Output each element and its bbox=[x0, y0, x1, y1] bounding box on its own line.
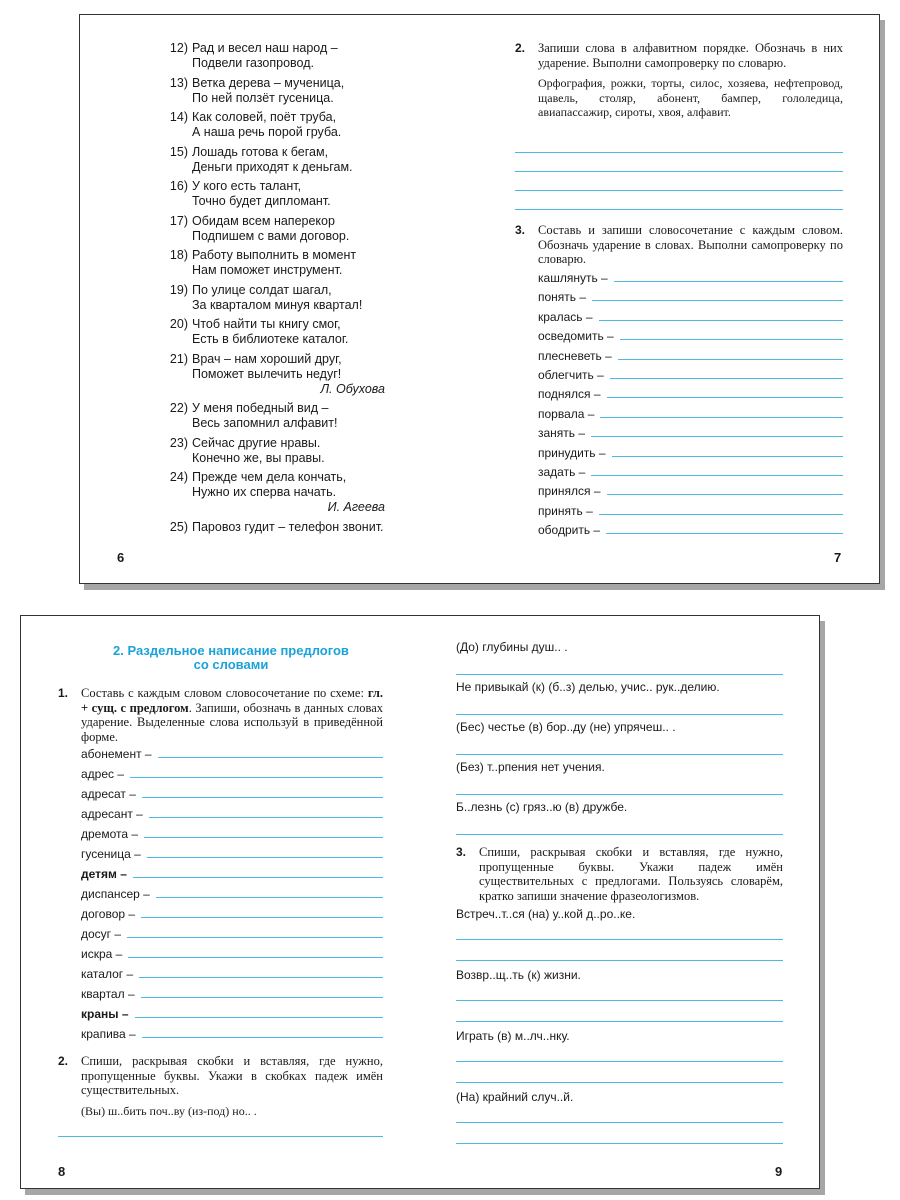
poem-item bbox=[164, 110, 484, 140]
word-row bbox=[538, 407, 843, 421]
word-label: поднялся – bbox=[538, 387, 601, 402]
answer-line[interactable] bbox=[149, 817, 383, 818]
poem-line: За кварталом минуя квартал! bbox=[192, 297, 363, 312]
word-row bbox=[538, 465, 843, 479]
word-label: абонемент – bbox=[81, 747, 152, 761]
answer-line[interactable] bbox=[147, 857, 383, 858]
answer-line[interactable] bbox=[144, 837, 383, 838]
word-label: диспансер – bbox=[81, 887, 150, 901]
task-instruction: Спиши, раскрывая скобки и вставляя, где нужно, пропущенные буквы. Укажи в скобках падеж имён существительных. bbox=[81, 1054, 383, 1097]
poem-author: И. Агеева bbox=[327, 500, 385, 514]
page-number-7: 7 bbox=[834, 550, 842, 565]
poem-line: Сейчас другие нравы. bbox=[192, 435, 321, 450]
poem-list bbox=[164, 41, 484, 539]
task-number: 2. bbox=[58, 1054, 69, 1068]
word-label: плесневеть – bbox=[538, 348, 612, 363]
answer-line[interactable] bbox=[156, 897, 383, 898]
poem-item bbox=[164, 145, 484, 175]
poem-line: Лошадь готова к бегам, bbox=[192, 144, 329, 159]
item-lines bbox=[192, 436, 325, 466]
answer-line[interactable] bbox=[456, 1122, 783, 1123]
task-2-p7 bbox=[515, 41, 843, 120]
item-number: 23) bbox=[169, 435, 188, 450]
answer-line[interactable] bbox=[599, 514, 843, 515]
answer-line[interactable] bbox=[456, 754, 783, 755]
word-label: порвала – bbox=[538, 406, 595, 421]
item-number: 17) bbox=[169, 213, 188, 228]
poem-item bbox=[164, 470, 484, 515]
task-3-p7 bbox=[515, 223, 843, 267]
exercise-phrase: Б..лезнь (с) гряз..ю (в) дружбе. bbox=[456, 800, 628, 814]
word-list: Орфография, рожки, торты, силос, хозяева, нефтепровод, щавель, столяр, абонент, бампер, гололедица, авиапассажир, сироты, хвоя, алфавит. bbox=[538, 76, 843, 119]
task-number: 3. bbox=[456, 845, 467, 859]
word-row bbox=[81, 967, 383, 981]
answer-line[interactable] bbox=[133, 877, 383, 878]
word-row bbox=[538, 523, 843, 537]
item-lines bbox=[192, 248, 356, 278]
instruction-part: Составь с каждым словом словосочетание по схеме: bbox=[81, 686, 368, 700]
instruction-part: . Запиши, обозначь в данных словах ударение. Выделенные слова используй в приведённой форме. bbox=[81, 700, 384, 744]
word-row bbox=[81, 927, 383, 941]
poem-line: По улице солдат шагал, bbox=[192, 282, 332, 297]
poem-item bbox=[164, 401, 484, 431]
poem-item bbox=[164, 317, 484, 347]
word-label: гусеница – bbox=[81, 847, 141, 861]
poem-line: По ней ползёт гусеница. bbox=[192, 90, 334, 105]
poem-line: Конечно же, вы правы. bbox=[192, 450, 325, 465]
word-label: осведомить – bbox=[538, 329, 614, 344]
answer-line[interactable] bbox=[610, 378, 843, 379]
answer-line[interactable] bbox=[130, 777, 383, 778]
item-lines bbox=[192, 179, 331, 209]
poem-item bbox=[164, 283, 484, 313]
poem-line: Деньги приходят к деньгам. bbox=[192, 159, 353, 174]
poem-line: Ветка дерева – мученица, bbox=[192, 75, 345, 90]
exercise-phrase: (Без) т..рпения нет учения. bbox=[456, 760, 605, 774]
poem-line: Как соловей, поёт труба, bbox=[192, 110, 337, 124]
item-number: 14) bbox=[169, 110, 188, 124]
answer-line[interactable] bbox=[142, 1037, 383, 1038]
poem-item bbox=[164, 179, 484, 209]
answer-line[interactable] bbox=[58, 1136, 383, 1137]
item-number: 22) bbox=[169, 401, 188, 415]
answer-line[interactable] bbox=[515, 171, 843, 172]
answer-line[interactable] bbox=[592, 300, 843, 301]
answer-line[interactable] bbox=[142, 797, 383, 798]
task-3-p9 bbox=[456, 845, 783, 903]
top-spread bbox=[79, 14, 880, 584]
word-label: адресант – bbox=[81, 807, 143, 821]
section-title-line: со словами bbox=[193, 657, 269, 672]
word-label: принялся – bbox=[538, 484, 601, 499]
word-row bbox=[81, 907, 383, 921]
answer-line[interactable] bbox=[515, 190, 843, 191]
word-label: адресат – bbox=[81, 787, 136, 801]
poem-line: Паровоз гудит – телефон звонит. bbox=[192, 519, 384, 534]
page-number-8: 8 bbox=[58, 1164, 66, 1179]
page-7 bbox=[480, 15, 879, 583]
answer-line[interactable] bbox=[456, 1000, 783, 1001]
item-lines bbox=[192, 41, 338, 71]
word-row bbox=[538, 484, 843, 498]
word-label: искра – bbox=[81, 947, 123, 961]
poem-line: А наша речь порой груба. bbox=[192, 125, 342, 139]
answer-line[interactable] bbox=[599, 320, 843, 321]
word-label: кашлянуть – bbox=[538, 271, 608, 285]
word-row bbox=[81, 867, 383, 881]
word-label: адрес – bbox=[81, 767, 125, 781]
answer-line[interactable] bbox=[612, 456, 843, 457]
word-label: понять – bbox=[538, 290, 587, 305]
poem-line: У меня победный вид – bbox=[192, 401, 329, 415]
word-row bbox=[81, 1007, 383, 1021]
poem-line: Поможет вылечить недуг! bbox=[192, 366, 342, 381]
exercise-phrase: Не привыкай (к) (б..з) делью, учис.. рук..делию. bbox=[456, 680, 720, 694]
answer-line[interactable] bbox=[456, 1061, 783, 1062]
answer-line[interactable] bbox=[607, 494, 843, 495]
item-lines bbox=[192, 110, 341, 140]
item-number: 19) bbox=[169, 282, 188, 297]
poem-line: Врач – нам хороший друг, bbox=[192, 351, 342, 366]
item-number: 24) bbox=[169, 470, 188, 484]
word-label: договор – bbox=[81, 907, 136, 921]
poem-item bbox=[164, 76, 484, 106]
word-row bbox=[81, 787, 383, 801]
poem-item bbox=[164, 214, 484, 244]
poem-line: Обидам всем наперекор bbox=[192, 213, 335, 228]
task-number: 3. bbox=[515, 223, 526, 237]
item-lines bbox=[192, 76, 344, 106]
poem-item bbox=[164, 41, 484, 71]
bottom-spread bbox=[20, 615, 820, 1189]
page-number-9: 9 bbox=[775, 1164, 783, 1179]
item-number: 20) bbox=[169, 317, 188, 331]
answer-line[interactable] bbox=[158, 757, 383, 758]
word-label: детям – bbox=[81, 867, 127, 881]
word-row bbox=[81, 767, 383, 781]
answer-line[interactable] bbox=[127, 937, 383, 938]
section-title-line: 2. Раздельное написание предлогов bbox=[113, 643, 349, 658]
answer-line[interactable] bbox=[456, 939, 783, 940]
answer-line[interactable] bbox=[456, 1143, 783, 1144]
answer-line[interactable] bbox=[591, 475, 843, 476]
page-9 bbox=[421, 616, 819, 1188]
poem-line: Рад и весел наш народ – bbox=[192, 41, 338, 55]
word-label: ободрить – bbox=[538, 523, 601, 538]
word-row bbox=[81, 1027, 383, 1041]
word-label: крапива – bbox=[81, 1027, 136, 1041]
word-label: краны – bbox=[81, 1007, 129, 1021]
answer-line[interactable] bbox=[141, 917, 383, 918]
word-label: квартал – bbox=[81, 987, 135, 1001]
item-number: 21) bbox=[169, 351, 188, 366]
word-label: принять – bbox=[538, 503, 593, 518]
answer-line[interactable] bbox=[135, 1017, 383, 1018]
task-instruction bbox=[81, 686, 383, 744]
word-row bbox=[81, 847, 383, 861]
answer-line[interactable] bbox=[456, 960, 783, 961]
item-lines bbox=[192, 283, 362, 313]
answer-line[interactable] bbox=[618, 359, 843, 360]
item-lines bbox=[192, 145, 353, 175]
answer-line[interactable] bbox=[606, 533, 843, 534]
task-number: 2. bbox=[515, 41, 526, 55]
word-row bbox=[81, 747, 383, 761]
answer-line[interactable] bbox=[515, 209, 843, 210]
word-label: задать – bbox=[538, 465, 586, 479]
word-label: кралась – bbox=[538, 309, 593, 324]
word-label: досуг – bbox=[81, 927, 122, 941]
answer-line[interactable] bbox=[600, 417, 843, 418]
poem-line: Подвели газопровод. bbox=[192, 56, 314, 70]
poem-line: Работу выполнить в момент bbox=[192, 248, 357, 262]
task-1-p8 bbox=[58, 686, 383, 744]
word-row bbox=[81, 827, 383, 841]
poem-line: Прежде чем дела кончать, bbox=[192, 470, 347, 484]
poem-line: Есть в библиотеке каталог. bbox=[192, 332, 349, 346]
answer-line[interactable] bbox=[456, 1082, 783, 1083]
answer-line[interactable] bbox=[456, 674, 783, 675]
word-label: облегчить – bbox=[538, 368, 604, 382]
poem-line: У кого есть талант, bbox=[192, 179, 302, 193]
item-lines bbox=[192, 401, 337, 431]
word-label: занять – bbox=[538, 426, 586, 441]
word-label: каталог – bbox=[81, 967, 134, 981]
section-title bbox=[61, 644, 401, 672]
item-number: 25) bbox=[169, 519, 188, 534]
answer-line[interactable] bbox=[128, 957, 383, 958]
answer-line[interactable] bbox=[456, 1021, 783, 1022]
word-row bbox=[538, 504, 843, 518]
word-row bbox=[81, 887, 383, 901]
task-instruction: Составь и запиши словосочетание с каждым словом. Обозначь ударение в словах. Выполни самопроверку по словарю. bbox=[538, 223, 843, 266]
poem-line: Точно будет дипломант. bbox=[192, 194, 331, 208]
item-lines bbox=[192, 214, 349, 244]
task-number: 1. bbox=[58, 686, 69, 700]
poem-item bbox=[164, 352, 484, 397]
poem-item bbox=[164, 436, 484, 466]
page-8 bbox=[21, 616, 421, 1188]
task-instruction: Спиши, раскрывая скобки и вставляя, где нужно, пропущенные буквы. Укажи падеж имён существительных с предлогами. Пользуясь словарём, кратко запиши значение фразеологизмов. bbox=[479, 845, 783, 903]
exercise-phrase: Встреч..т..ся (на) у..кой д..ро..ке. bbox=[456, 907, 636, 921]
word-row bbox=[81, 947, 383, 961]
exercise-phrase: (На) крайний случ..й. bbox=[456, 1090, 574, 1104]
answer-line[interactable] bbox=[456, 834, 783, 835]
answer-line[interactable] bbox=[620, 339, 843, 340]
answer-line[interactable] bbox=[515, 152, 843, 153]
poem-line: Подпишем с вами договор. bbox=[192, 228, 350, 243]
task-instruction: Запиши слова в алфавитном порядке. Обозначь в них ударение. Выполни самопроверку по словарю. bbox=[538, 41, 843, 70]
item-number: 13) bbox=[169, 75, 188, 90]
answer-line[interactable] bbox=[139, 977, 383, 978]
poem-line: Чтоб найти ты книгу смог, bbox=[192, 317, 341, 331]
item-lines bbox=[192, 352, 385, 397]
poem-item bbox=[164, 248, 484, 278]
task-2-p8 bbox=[58, 1054, 383, 1118]
word-row bbox=[538, 446, 843, 460]
word-row bbox=[538, 368, 843, 382]
exercise-phrase: (Вы) ш..бить поч..ву (из-под) но.. . bbox=[81, 1103, 257, 1118]
poem-author: Л. Обухова bbox=[320, 381, 385, 396]
item-number: 16) bbox=[169, 179, 188, 193]
answer-line[interactable] bbox=[456, 714, 783, 715]
poem-item bbox=[164, 520, 484, 535]
exercise-phrase: (До) глубины душ.. . bbox=[456, 640, 568, 654]
item-lines bbox=[192, 520, 384, 535]
exercise-phrase: (Бес) честье (в) бор..ду (не) упрячеш.. . bbox=[456, 720, 676, 734]
answer-line[interactable] bbox=[456, 794, 783, 795]
poem-line: Весь запомнил алфавит! bbox=[192, 416, 338, 430]
word-row bbox=[538, 387, 843, 401]
word-row bbox=[538, 271, 843, 285]
poem-line: Нужно их сперва начать. bbox=[192, 485, 337, 499]
exercise-phrase: Возвр..щ..ть (к) жизни. bbox=[456, 968, 581, 982]
word-label: принудить – bbox=[538, 445, 606, 460]
answer-line[interactable] bbox=[141, 997, 383, 998]
answer-line[interactable] bbox=[614, 281, 843, 282]
page-number-6: 6 bbox=[117, 550, 125, 565]
exercise-phrase: Играть (в) м..лч..нку. bbox=[456, 1029, 570, 1043]
word-row bbox=[538, 290, 843, 304]
word-row bbox=[538, 310, 843, 324]
item-number: 15) bbox=[169, 144, 188, 159]
item-lines bbox=[192, 317, 348, 347]
answer-line[interactable] bbox=[591, 436, 843, 437]
word-row bbox=[538, 329, 843, 343]
word-row bbox=[81, 807, 383, 821]
instruction-scheme: гл. + сущ. с предлогом bbox=[81, 686, 383, 715]
word-row bbox=[538, 426, 843, 440]
item-lines bbox=[192, 470, 385, 515]
poem-line: Нам поможет инструмент. bbox=[192, 263, 343, 277]
word-row bbox=[538, 349, 843, 363]
page-6 bbox=[80, 15, 480, 583]
item-number: 18) bbox=[169, 248, 188, 262]
item-number: 12) bbox=[169, 41, 188, 55]
word-label: дремота – bbox=[81, 827, 139, 841]
word-row bbox=[81, 987, 383, 1001]
answer-line[interactable] bbox=[607, 397, 843, 398]
